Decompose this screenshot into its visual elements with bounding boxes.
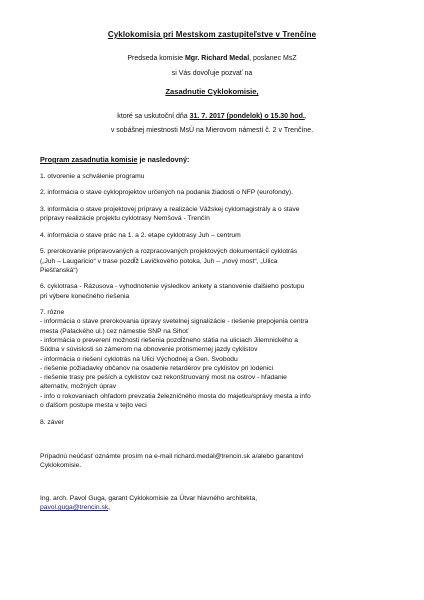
program-heading-underlined: Program zasadnutia komisie	[40, 155, 138, 164]
when-suffix: ,	[304, 113, 307, 120]
signature-text: Ing. arch. Pavol Guga, garant Cyklokomisie za Útvar hlavného architekta,	[40, 495, 258, 502]
program-item	[40, 418, 390, 427]
program-heading	[40, 155, 189, 164]
program-item-line: 7. rôzne	[40, 309, 65, 317]
program-item-line: Piešťanská“)	[40, 266, 78, 274]
chair-name: Mgr. Richard Medal	[184, 55, 250, 62]
program-item-line: („Juh – Laugaricio“ v trase pozdĺž Lavičkového potoka, Juh – „nový most“, „Ulica	[40, 257, 278, 265]
program-item-line: - riešenie požiadavky občanov na osadenie retardérov pre cyklistov pri lodenici	[40, 364, 274, 372]
program-item-line: mesta (Palackého ul.) cez námestie SNP na Sihoť	[40, 327, 189, 335]
program-heading-rest: je nasledovný:	[137, 155, 190, 164]
meeting-when	[0, 113, 424, 120]
program-item	[40, 205, 390, 224]
when-prefix: ktoré sa uskutoční dňa	[117, 113, 190, 120]
program-item-line: - informácia o stave prerokovania úpravy svetelnej signalizácie - riešenie prepojenia centra	[40, 318, 309, 326]
program-item	[40, 231, 390, 240]
program-item-line: - info o rokovaniach ohľadom prevzatia železničného mosta do majetku/správy mesta a info	[40, 392, 311, 400]
program-list	[40, 172, 390, 434]
program-item-line: Súdna v súvislosti so zámerom na obnovenie protismernej jazdy cyklistov	[40, 346, 258, 354]
program-item-line: alternatív, možných úprav	[40, 383, 117, 391]
program-item	[40, 188, 390, 197]
email-link[interactable]: pavol.guga@trencin.sk	[40, 504, 109, 512]
apology-line: Prípadnú neúčasť oznámte prosím na e-mail richard.medal@trencin.sk a/alebo garantovi	[40, 453, 304, 460]
signature-email-line	[40, 503, 257, 512]
program-item-line: 4. informácia o stave prác na 1. a 2. etape cyklotrasy Juh – centrum	[40, 231, 241, 239]
chair-role: , poslanec MsZ	[249, 55, 297, 62]
program-item-line: - informácia o preverení možnosti riešenia pozdĺžneho státia na uliciach Jilemnického a	[40, 336, 298, 344]
program-item-line: pri výbere konečného riešenia	[40, 292, 130, 300]
program-item-line: 6. cyklotrasa - Rázusova - vyhodnotenie výsledkov ankety a stanovenie ďalšieho postupu	[40, 283, 305, 291]
meeting-date: 31. 7. 2017 (pondelok) o 15.30 hod.	[189, 113, 305, 120]
program-item-line: 8. záver	[40, 418, 64, 426]
apology-line: Cyklokomisie.	[40, 462, 82, 470]
email-suffix: ,	[108, 504, 110, 512]
program-item	[40, 247, 390, 275]
program-item-line: prípravy realizácie projektu cyklotrasy Nemšová - Trenčín	[40, 215, 210, 223]
program-item	[40, 172, 390, 181]
program-item-line: 1. otvorenie a schválenie programu	[40, 173, 145, 180]
meeting-where: v sobášnej miestnosti MsÚ na Mierovom námestí č. 2 v Trenčíne.	[110, 127, 314, 134]
program-item-line: 5. prerokovanie pripravovaných a rozpracovaných projektových dokumentácií cyklotrás	[40, 248, 298, 256]
program-item-line: - riešenie trasy pre peších a cyklistov cez rekonštruovaný most na ostrov - hľadanie	[40, 374, 287, 382]
chair-intro	[0, 55, 424, 62]
program-item	[40, 308, 390, 410]
signature-block	[40, 494, 257, 513]
page-title: Cyklokomisia pri Mestskom zastupiteľstve v Trenčíne	[107, 30, 317, 39]
program-item	[40, 282, 390, 301]
meeting-title: Zasadnutie Cyklokomisie,	[165, 87, 259, 96]
intro-lead: Predseda komisie	[127, 55, 184, 62]
apology-note	[40, 452, 303, 471]
invite-text: si Vás dovoľuje pozvať na	[171, 70, 253, 77]
program-item-line: o ďalšom postupe mesta v tejto veci	[40, 402, 147, 410]
program-item-line: 2. informácia o stave cykloprojektov určených na podania žiadosti o NFP (eurofondy).	[40, 189, 294, 197]
program-item-line: - informácia o riešení cyklotrás na Ulici Východnej a Gen. Svobodu	[40, 355, 238, 363]
program-item-line: 3. informácia o stave projektovej prípravy a realizácie Vážskej cyklomagistrály a o stave	[40, 205, 300, 213]
